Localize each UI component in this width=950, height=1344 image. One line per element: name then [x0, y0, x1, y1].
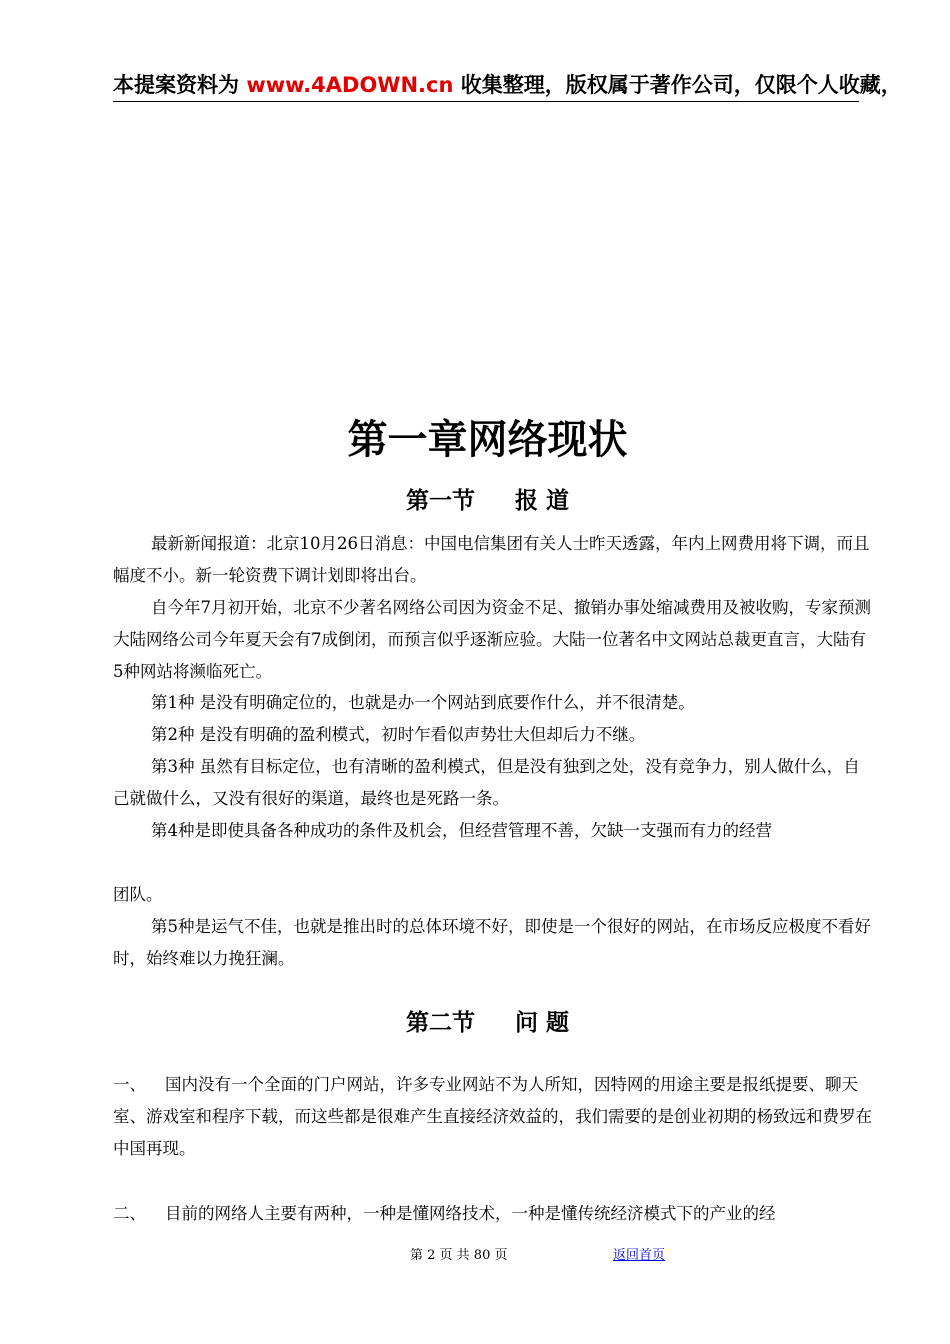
- chapter-title: 第一章网络现状: [347, 417, 628, 463]
- paragraph-type-4: 第4种是即使具备各种成功的条件及机会，但经营管理不善，欠缺一支强而有力的经营: [151, 821, 772, 840]
- paragraph-type-1: 第1种 是没有明确定位的，也就是办一个网站到底要作什么，并不很清楚。: [151, 693, 695, 712]
- section-1-number: 第一节: [405, 488, 475, 514]
- header-suffix: 收集整理，版权属于著作公司，仅限个人收藏，: [460, 73, 902, 97]
- section-1-title: 报 道: [514, 488, 569, 514]
- footer-page-info: 第 2 页 共 80 页: [410, 1248, 508, 1263]
- paragraph-type-4-cont: 团队。: [113, 885, 163, 904]
- page-header: [113, 70, 950, 100]
- paragraph-type-5: 第5种是运气不佳，也就是推出时的总体环境不好，即使是一个很好的网站，在市场反应极度不看好时，始终难以力挽狂澜。: [113, 917, 871, 968]
- paragraph-type-3: 第3种 虽然有目标定位，也有清晰的盈利模式，但是没有独到之处，没有竞争力，别人做什么，自己就做什么，又没有很好的渠道，最终也是死路一条。: [113, 757, 860, 808]
- home-link[interactable]: 返回首页: [613, 1248, 666, 1263]
- section-1-heading: [0, 485, 950, 517]
- problem-text: 国内没有一个全面的门户网站，许多专业网站不为人所知，因特网的用途主要是报纸提要、聊天室、游戏室和程序下载，而这些都是很难产生直接经济效益的，我们需要的是创业初期的杨致远和费罗在中国再现。: [113, 1075, 872, 1158]
- header-prefix: 本提案资料为: [113, 73, 239, 97]
- problem-number: 一、: [113, 1075, 146, 1094]
- header-site: www.4ADOWN.cn: [246, 73, 454, 97]
- problem-number: 二、: [113, 1204, 146, 1223]
- problem-text: 目前的网络人主要有两种，一种是懂网络技术，一种是懂传统经济模式下的产业的经: [165, 1204, 776, 1223]
- problem-item: [113, 1198, 873, 1230]
- section-2-title: 问 题: [514, 1010, 569, 1036]
- section-2-number: 第二节: [405, 1010, 475, 1036]
- problem-item: [113, 1069, 873, 1165]
- paragraph-prediction: 自今年7月初开始，北京不少著名网络公司因为资金不足、撤销办事处缩减费用及被收购，专家预测大陆网络公司今年夏天会有7成倒闭，而预言似乎逐渐应验。大陆一位著名中文网站总裁更直言，大陆有5种网站将濒临死亡。: [113, 598, 871, 681]
- paragraph-type-2: 第2种 是没有明确的盈利模式，初时乍看似声势壮大但却后力不继。: [151, 725, 646, 744]
- section-2-heading: [0, 1007, 950, 1039]
- paragraph-news: 最新新闻报道：北京10月26日消息：中国电信集团有关人士昨天透露，年内上网费用将下调，而且幅度不小。新一轮资费下调计划即将出台。: [113, 534, 870, 585]
- header-rule: [113, 101, 859, 102]
